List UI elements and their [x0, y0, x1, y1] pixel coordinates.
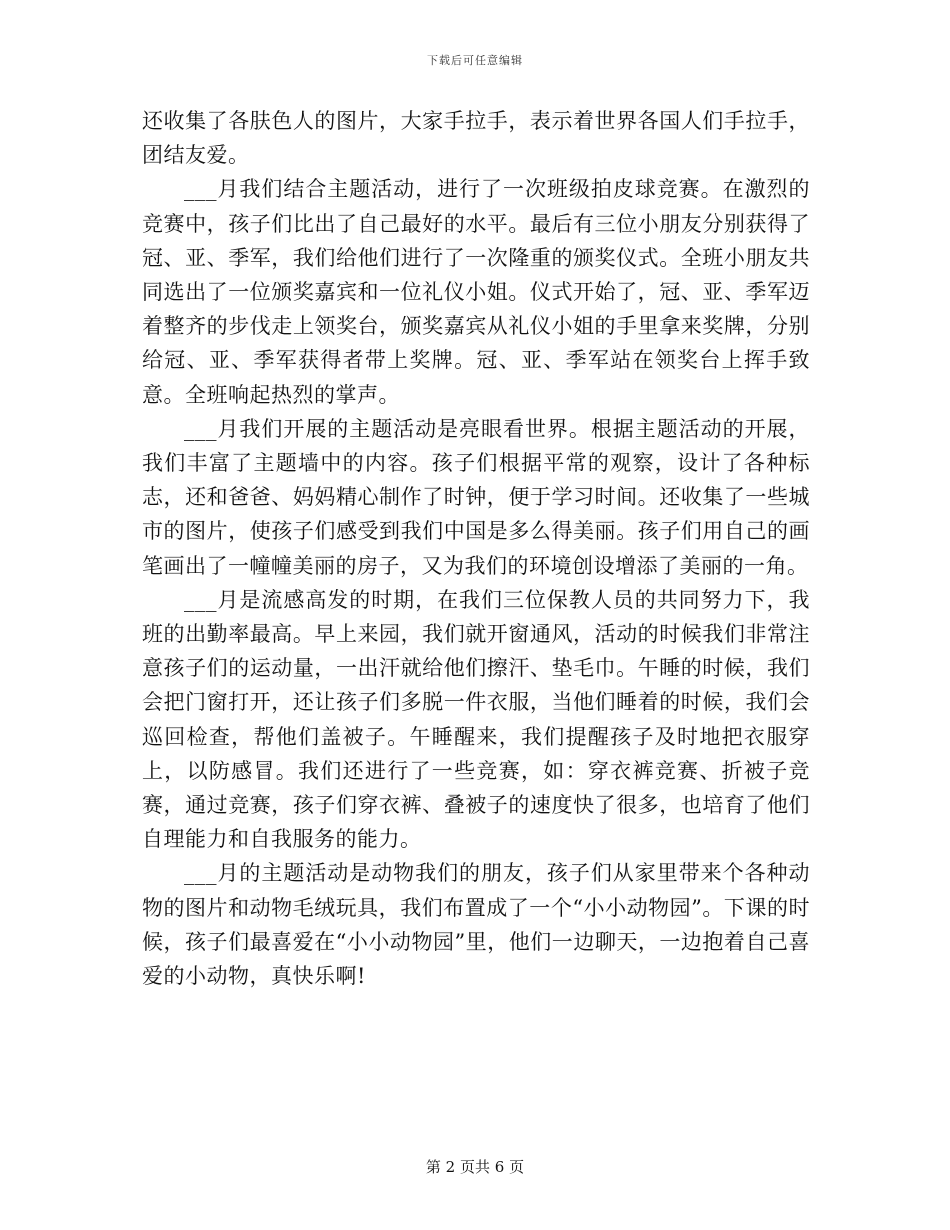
page-number-footer: 第 2 页共 6 页: [425, 1158, 525, 1176]
page-header: 下载后可任意编辑: [427, 54, 523, 67]
paragraph-continuation: 还收集了各肤色人的图片，大家手拉手，表示着世界各国人们手拉手，团结友爱。: [142, 109, 810, 168]
paragraph-flu-season: ___月是流感高发的时期，在我们三位保教人员的共同努力下，我班的出勤率最高。早上来园，我们就开窗通风，活动的时候我们非常注意孩子们的运动量，一出汗就给他们擦汗、垫毛巾。午睡的时候，我们会把门窗打开，还让孩子们多脱一件衣服，当他们睡着的时候，我们会巡回检查，帮他们盖被子。午睡醒来，我们提醒孩子及时地把衣服穿上，以防感冒。我们还进行了一些竞赛，如：穿衣裤竞赛、折被子竞赛，通过竞赛，孩子们穿衣裤、叠被子的速度快了很多，也培育了他们自理能力和自我服务的能力。: [142, 587, 810, 852]
paragraph-animal-friends: ___月的主题活动是动物我们的朋友，孩子们从家里带来个各种动物的图片和动物毛绒玩具，我们布置成了一个“小小动物园”。下课的时候，孩子们最喜爱在“小小动物园”里，他们一边聊天，一边抱着自己喜爱的小动物，真快乐啊!: [142, 861, 810, 989]
paragraph-ball-competition: ___月我们结合主题活动，进行了一次班级拍皮球竞赛。在激烈的竞赛中，孩子们比出了自己最好的水平。最后有三位小朋友分别获得了冠、亚、季军，我们给他们进行了一次隆重的颁奖仪式。全班小朋友共同选出了一位颁奖嘉宾和一位礼仪小姐。仪式开始了，冠、亚、季军迈着整齐的步伐走上领奖台，颁奖嘉宾从礼仪小姐的手里拿来奖牌，分别给冠、亚、季军获得者带上奖牌。冠、亚、季军站在领奖台上挥手致意。全班响起热烈的掌声。: [142, 177, 810, 407]
document-body: [142, 104, 810, 993]
paragraph-see-the-world: ___月我们开展的主题活动是亮眼看世界。根据主题活动的开展，我们丰富了主题墙中的内容。孩子们根据平常的观察，设计了各种标志，还和爸爸、妈妈精心制作了时钟，便于学习时间。还收集了一些城市的图片，使孩子们感受到我们中国是多么得美丽。孩子们用自己的画笔画出了一幢幢美丽的房子，又为我们的环境创设增添了美丽的一角。: [142, 416, 810, 578]
